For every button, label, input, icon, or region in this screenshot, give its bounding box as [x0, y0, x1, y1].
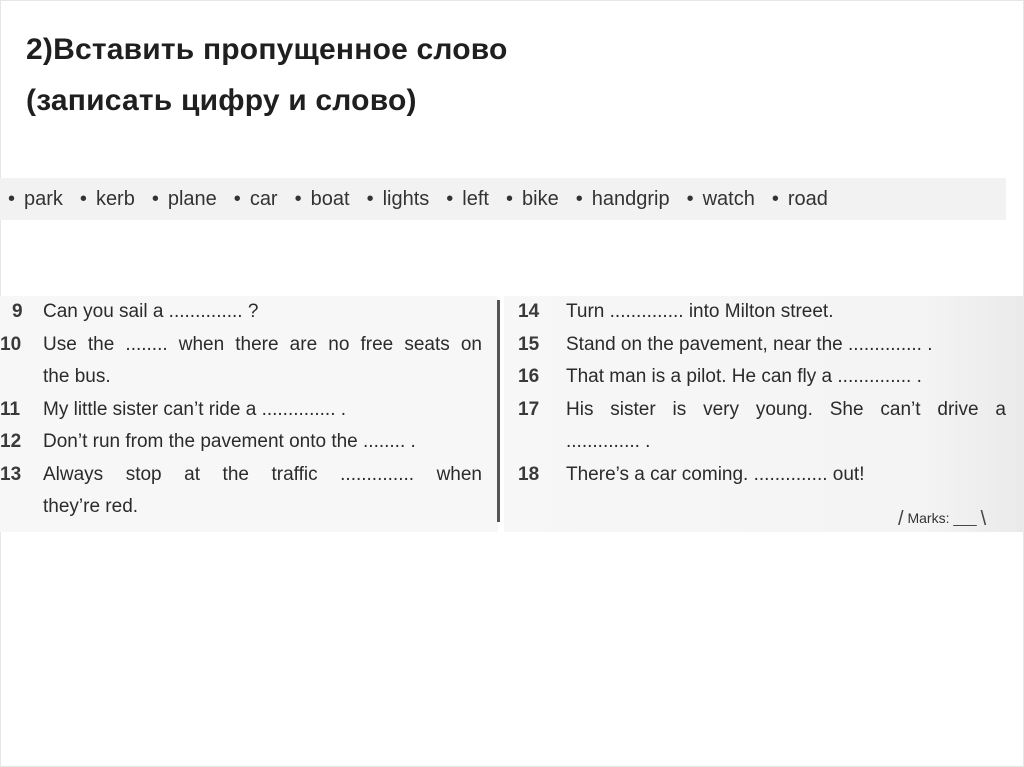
sentence-number: 12: [0, 431, 22, 452]
sentence-number: 16: [518, 366, 540, 387]
bullet-icon: •: [446, 188, 454, 210]
sentence-number: 11: [0, 398, 21, 420]
sentence-text: Don’t run from the pavement onto the ........ .: [43, 431, 416, 452]
word-bank-word: left: [462, 187, 489, 210]
sentence-row: [0, 459, 490, 492]
marks-open-bracket: /: [898, 508, 904, 530]
sentence-row-continuation: [0, 361, 490, 394]
word-bank-word: road: [787, 187, 828, 210]
word-bank-word: watch: [702, 187, 755, 210]
sentence-row: [518, 459, 1018, 492]
word-bank-item: [234, 188, 278, 211]
sentence-text: Use the ........ when there are no free seats on: [43, 333, 482, 355]
sentence-row: [0, 394, 490, 427]
sentence-text: Always stop at the traffic .............. when: [43, 463, 482, 485]
bullet-icon: •: [79, 188, 87, 210]
title-line-2: (записать цифру и слово): [26, 84, 417, 117]
bullet-icon: •: [8, 188, 16, 210]
sentence-text: .............. .: [566, 431, 651, 452]
sentence-text: they’re red.: [43, 496, 139, 517]
sentence-row: [518, 329, 1018, 362]
sentence-row: [0, 329, 490, 362]
sentence-text: Turn .............. into Milton street.: [566, 301, 834, 322]
sentence-number: 14: [518, 301, 540, 322]
bullet-icon: •: [294, 188, 302, 210]
word-bank-word: plane: [167, 187, 217, 210]
sentence-row: [518, 296, 1018, 329]
sentence-text: Can you sail a .............. ?: [43, 301, 259, 322]
left-column: [0, 296, 490, 524]
word-bank-word: kerb: [95, 187, 135, 210]
word-bank: [0, 178, 1006, 220]
sentence-number: 9: [12, 301, 23, 322]
sentence-text: There’s a car coming. .............. out!: [566, 463, 865, 485]
word-bank-word: bike: [522, 187, 559, 210]
sentence-row-continuation: [0, 491, 490, 524]
word-bank-word: boat: [310, 187, 350, 210]
sentence-number: 13: [0, 463, 22, 485]
marks-box: [898, 508, 986, 531]
marks-close-bracket: \: [980, 508, 987, 530]
sentence-text: That man is a pilot. He can fly a .............. .: [566, 366, 922, 387]
word-bank-item: [152, 188, 217, 211]
bullet-icon: •: [505, 188, 513, 210]
word-bank-word: car: [249, 187, 278, 210]
bullet-icon: •: [575, 188, 583, 210]
sentence-row-continuation: [518, 426, 1018, 459]
word-bank-item: [367, 188, 430, 211]
sentence-text: the bus.: [43, 366, 111, 387]
sentence-row: [518, 361, 1018, 394]
sentence-number: 10: [0, 333, 22, 355]
bullet-icon: •: [771, 188, 779, 210]
word-bank-word: park: [24, 187, 63, 210]
sentence-text: His sister is very young. She can’t drive a: [566, 398, 1006, 420]
word-bank-item: [80, 188, 135, 211]
sentence-text: Stand on the pavement, near the .............. .: [566, 333, 933, 355]
sentence-text: My little sister can’t ride a .............. .: [43, 398, 347, 420]
bullet-icon: •: [233, 188, 241, 210]
sentence-row: [518, 394, 1018, 427]
sentence-row: [0, 426, 490, 459]
sentence-number: 15: [518, 333, 540, 355]
word-bank-item: [446, 188, 489, 211]
word-bank-item: [687, 188, 755, 211]
sentence-row: [0, 296, 490, 329]
right-column: [518, 296, 1018, 491]
word-bank-item: [506, 188, 559, 211]
word-bank-item: [772, 188, 828, 211]
word-bank-item: [8, 188, 63, 211]
word-bank-item: [576, 188, 670, 211]
title-line-1: 2)Вставить пропущенное слово: [26, 33, 508, 66]
word-bank-word: lights: [382, 187, 430, 210]
sentence-number: 17: [518, 398, 540, 420]
sentence-number: 18: [518, 463, 540, 485]
bullet-icon: •: [366, 188, 374, 210]
word-bank-item: [295, 188, 350, 211]
word-bank-word: handgrip: [591, 187, 670, 210]
marks-label: Marks: ___: [907, 510, 977, 527]
exercise-block: [0, 296, 1024, 532]
column-divider: [497, 300, 500, 522]
bullet-icon: •: [686, 188, 694, 210]
bullet-icon: •: [151, 188, 159, 210]
page-title: [26, 24, 508, 126]
